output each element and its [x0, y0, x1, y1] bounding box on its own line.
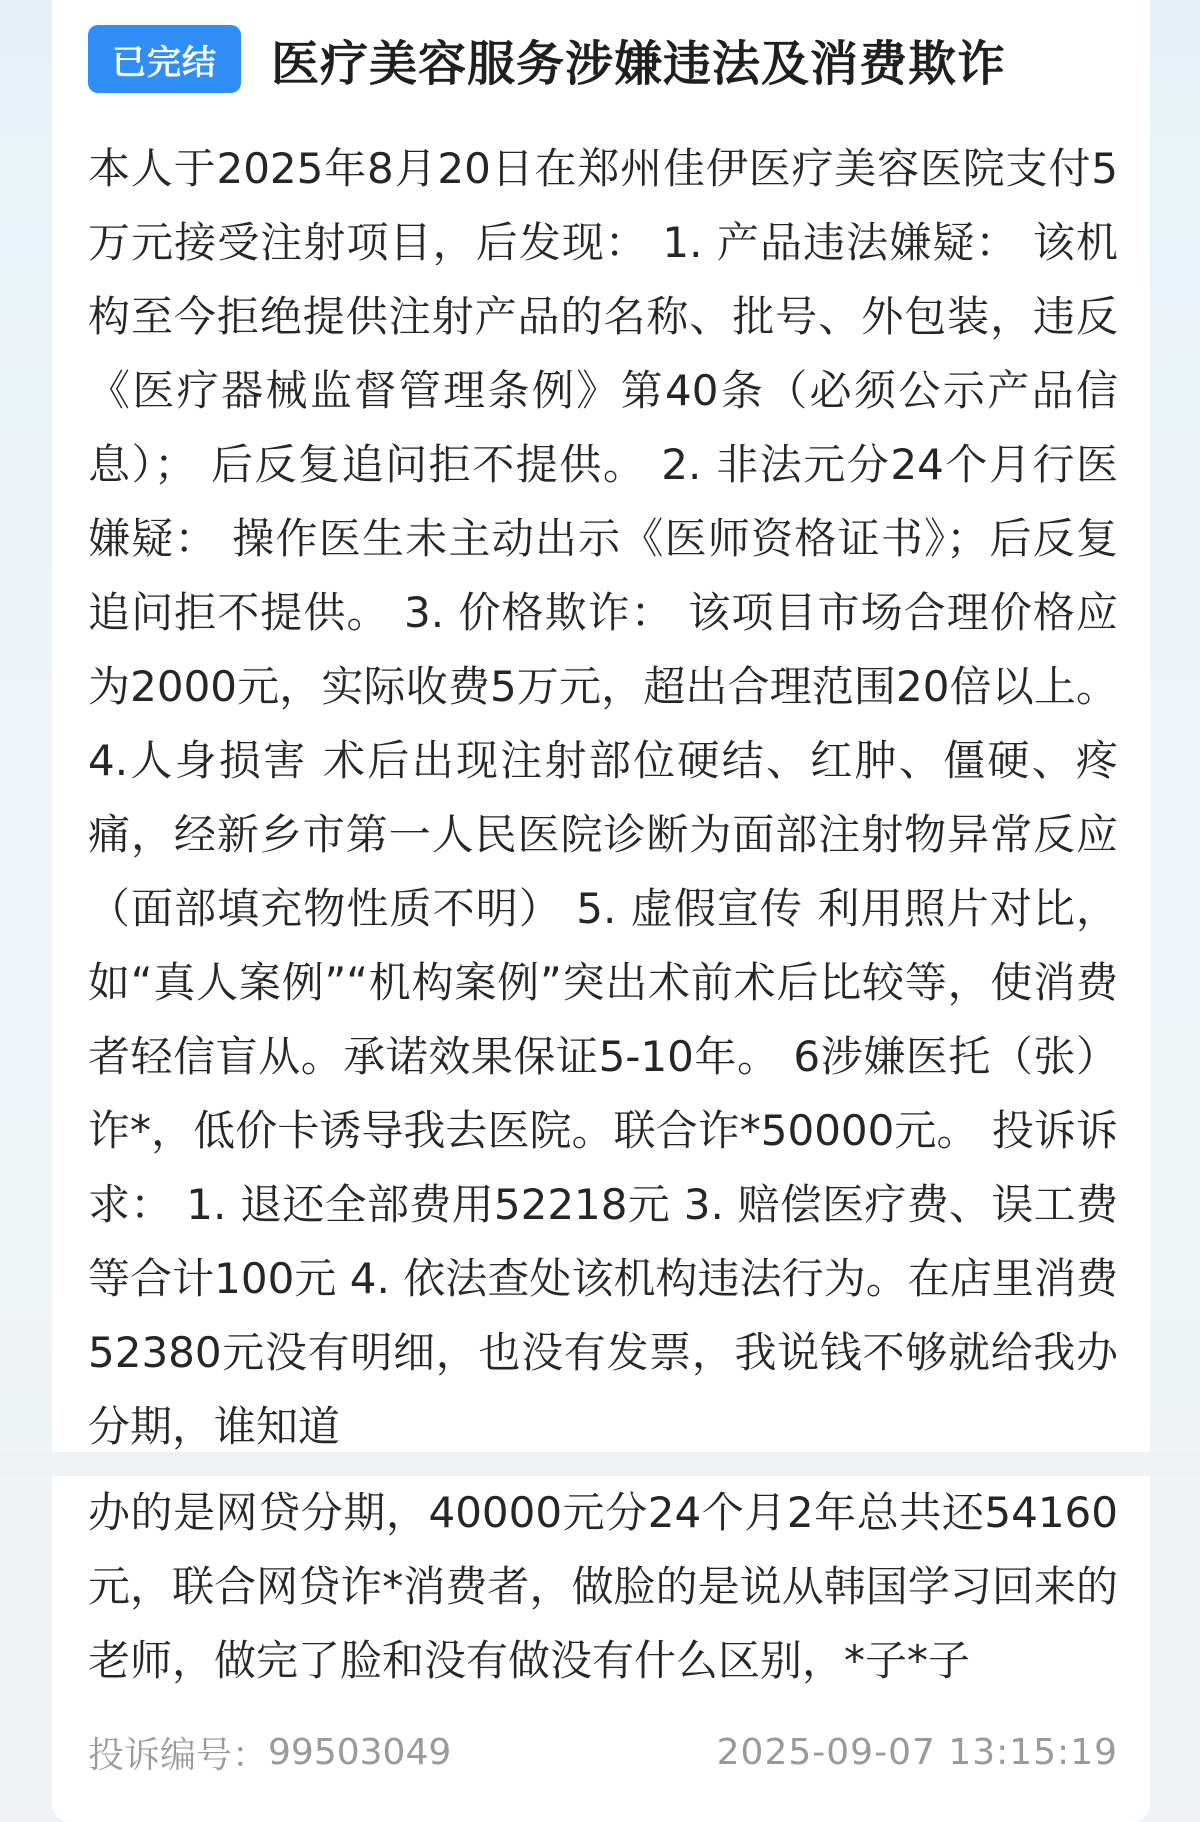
complaint-footer — [88, 1724, 1118, 1780]
complaint-header — [88, 24, 1118, 94]
complaint-body-text-continued: 办的是网贷分期，40000元分24个月2年总共还54160元，联合网贷诈*消费者，做脸的是说从韩国学习回来的老师，做完了脸和没有做没有什么区别，*子*子 — [88, 1488, 1118, 1685]
complaint-body-text: 本人于2025年8月20日在郑州佳伊医疗美容医院支付5万元接受注射项目，后发现： 1. 产品违法嫌疑： 该机构至今拒绝提供注射产品的名称、批号、外包装，违反《医疗器械监督管理条例》第40条（必须公示产品信息）； 后反复追问拒不提供。 2. 非法元分24个月行医嫌疑： 操作医生未主动出示《医师资格证书》；后反复追问拒不提供。 3. 价格欺诈： 该项目市场合理价格应为2000元，实际收费5万元，超出合理范围20倍以上。 4.人身损害 术后出现注射部位硬结、红肿、僵硬、疼痛，经新乡市第一人民医院诊断为面部注射物异常反应（面部填充物性质不明） 5. 虚假宣传 利用照片对比，如“真人案例”“机构案例”突出术前术后比较等，使消费者轻信盲从。承诺效果保证5-10年。 6涉嫌医托（张）诈*，低价卡诱导我去医院。联合诈*50000元。 投诉诉求： 1. 退还全部费用52218元 3. 赔偿医疗费、误工费等合计100元 4. 依法查处该机构违法行为。在店里消费52380元没有明细，也没有发票，我说钱不够就给我办分期，谁知道 — [88, 144, 1118, 1451]
status-badge: 已完结 — [88, 25, 241, 93]
complaint-timestamp: 2025-09-07 13:15:19 — [716, 1731, 1118, 1773]
complaint-id-value: 99503049 — [268, 1731, 452, 1773]
complaint-id-label: 投诉编号： — [88, 1734, 269, 1776]
screenshot-seam-divider — [0, 1452, 1200, 1476]
complaint-title: 医疗美容服务涉嫌违法及消费欺诈 — [271, 35, 1007, 92]
complaint-id — [88, 1727, 451, 1778]
